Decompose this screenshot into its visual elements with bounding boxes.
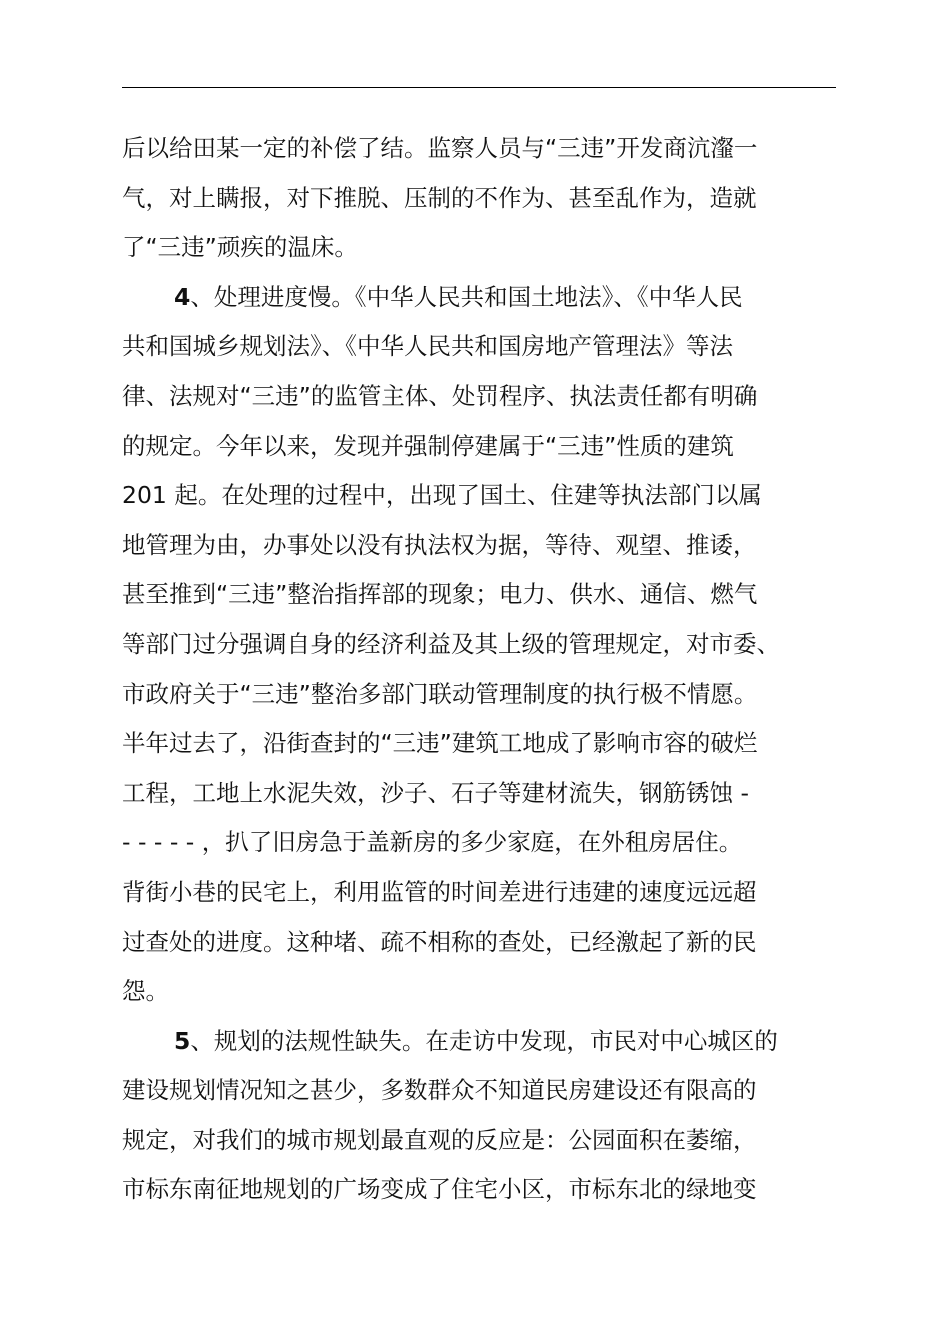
text-line-first	[122, 1017, 842, 1067]
text-line: 市标东南征地规划的广场变成了住宅小区，市标东北的绿地变	[122, 1175, 757, 1204]
text-line: 建设规划情况知之甚少，多数群众不知道民房建设还有限高的	[122, 1076, 757, 1105]
text-line: 律、法规对“三违”的监管主体、处罚程序、执法责任都有明确	[122, 381, 758, 410]
text-line: 背街小巷的民宅上，利用监管的时间差进行违建的速度远远超	[122, 877, 757, 906]
item-number: 5	[174, 1026, 191, 1055]
text-line: 后以给田某一定的补偿了结。监察人员与“三违”开发商沆瀣一	[122, 134, 758, 162]
text-line: 气，对上瞒报，对下推脱、压制的不作为、甚至乱作为，造就	[122, 183, 757, 212]
item-number: 4	[174, 282, 191, 311]
text-line: 过查处的进度。这种堵、疏不相称的查处，已经激起了新的民	[122, 927, 757, 956]
text-line: 的规定。今年以来，发现并强制停建属于“三违”性质的建筑	[122, 431, 734, 460]
text-line: 共和国城乡规划法》、《中华人民共和国房地产管理法》等法	[122, 332, 733, 361]
text-line: 201 起。在处理的过程中，出现了国土、住建等执法部门以属	[122, 481, 762, 510]
body-text	[122, 124, 842, 1215]
text-line: 怨。	[122, 977, 169, 1006]
header-rule	[122, 87, 836, 88]
text-line: 了“三违”顽疾的温床。	[122, 233, 358, 262]
text-line: 市政府关于“三违”整治多部门联动管理制度的执行极不情愿。	[122, 679, 758, 708]
text-line: 规定，对我们的城市规划最直观的反应是：公园面积在萎缩，	[122, 1125, 757, 1154]
text-line-first	[122, 273, 842, 323]
paragraph-item-4	[122, 273, 842, 1017]
text-line: 工程，工地上水泥失效，沙子、石子等建材流失，钢筋锈蚀 -	[122, 778, 749, 807]
text-line: 半年过去了，沿街查封的“三违”建筑工地成了影响市容的破烂	[122, 729, 758, 758]
text-line-content: 、处理进度慢。《中华人民共和国土地法》、《中华人民	[190, 282, 743, 311]
paragraph-item-5	[122, 1017, 842, 1215]
text-line-content: 、规划的法规性缺失。在走访中发现，市民对中心城区的	[190, 1026, 778, 1055]
text-line: - - - - - ，扒了旧房急于盖新房的多少家庭，在外租房居住。	[122, 828, 743, 857]
text-line: 等部门过分强调自身的经济利益及其上级的管理规定，对市委、	[122, 629, 780, 658]
text-line: 地管理为由，办事处以没有执法权为据，等待、观望、推诿，	[122, 530, 757, 559]
paragraph-continuation	[122, 124, 842, 273]
text-line: 甚至推到“三违”整治指挥部的现象；电力、供水、通信、燃气	[122, 580, 758, 609]
